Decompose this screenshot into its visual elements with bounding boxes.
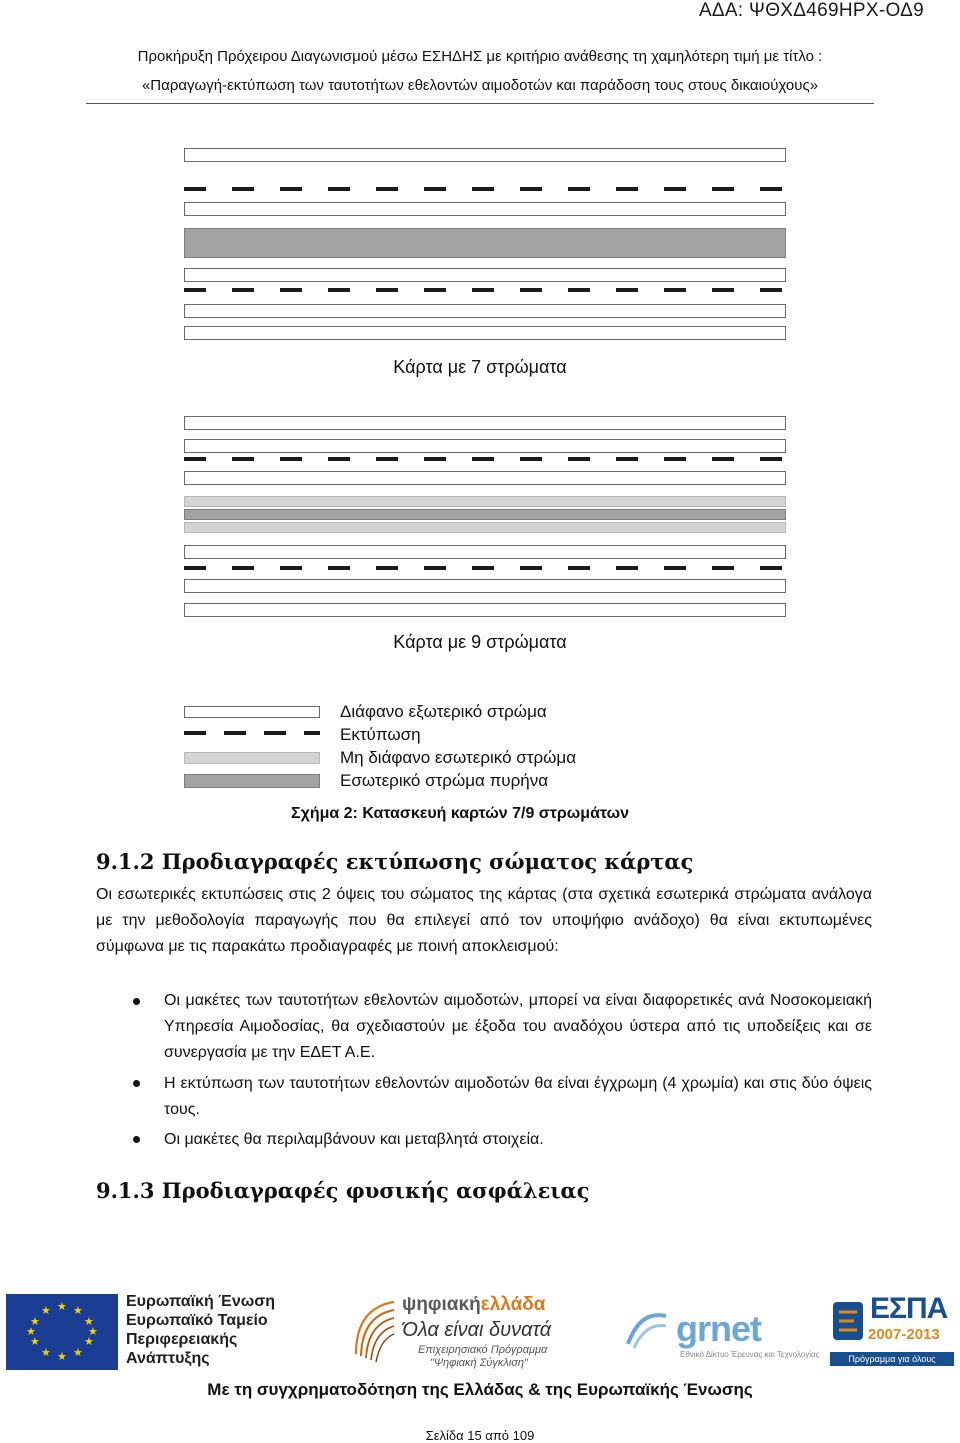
layer-clear-outer: [184, 268, 786, 282]
list-item: Οι μακέτες θα περιλαμβάνουν και μεταβλητά στοιχεία.: [164, 1131, 544, 1148]
layer-clear-outer: [184, 416, 786, 430]
layer-clear-outer: [184, 545, 786, 559]
bullet-dot: [133, 998, 140, 1005]
layer-opaque-inner: [184, 496, 786, 507]
layer-clear-outer: [184, 579, 786, 593]
page-number: Σελίδα 15 από 109: [425, 1428, 535, 1443]
section-heading-913: 9.1.3 Προδιαγραφές φυσικής ασφάλειας: [96, 1178, 590, 1203]
eu-flag-icon: ★ ★ ★ ★ ★ ★ ★ ★ ★ ★ ★ ★: [6, 1294, 118, 1370]
espa-title: ΕΣΠΑ: [870, 1292, 948, 1325]
list-item: Η εκτύπωση των ταυτοτήτων εθελοντών αιμοδοτών θα είναι έγχρωμη (4 χρωμία) και στις δύο όψεις τους.: [164, 1075, 872, 1118]
layer-printing: [184, 187, 786, 191]
legend-swatch-printing: [184, 731, 320, 735]
layer-clear-outer: [184, 603, 786, 617]
layer-clear-outer: [184, 202, 786, 216]
grnet-subtitle: Εθνικό Δίκτυο Έρευνας και Τεχνολογίας: [680, 1350, 820, 1359]
grnet-logo: grnet: [676, 1308, 761, 1349]
section-912-paragraph: Οι εσωτερικές εκτυπώσεις στις 2 όψεις του σώματος της κάρτας (στα σχετικά εσωτερικά στρώματα ανάλογα με την μεθοδολογία παραγωγής που θα επιλεγεί από τον υποψήφιο ανάδοχο) θα είναι εκτυπωμένες σύμφωνα με τις παρακάτω προδιαγραφές με ποινή αποκλεισμού:: [96, 886, 872, 955]
legend-label-core: Εσωτερικό στρώμα πυρήνα: [340, 771, 549, 790]
section-heading-912: 9.1.2 Προδιαγραφές εκτύπωσης σώματος κάρτας: [96, 849, 694, 874]
funding-logos: [0, 1290, 960, 1372]
card-9-caption: Κάρτα με 9 στρώματα: [393, 632, 567, 652]
legend-label-clear: Διάφανο εξωτερικό στρώμα: [340, 702, 547, 721]
digital-greece-prefix: ψηφιακή: [402, 1294, 481, 1315]
bullet-dot: [133, 1136, 140, 1143]
layer-clear-outer: [184, 471, 786, 485]
eu-line: Ευρωπαϊκό Ταμείο: [126, 1312, 268, 1329]
espa-years: 2007-2013: [868, 1326, 940, 1343]
espa-tagline: Πρόγραμμα για όλους: [830, 1352, 954, 1366]
digital-greece-subtitle: "Ψηφιακή Σύγκλιση": [430, 1357, 528, 1369]
header-line-1: Προκήρυξη Πρόχειρου Διαγωνισμού μέσω ΕΣΗΔΗΣ με κριτήριο ανάθεσης τη χαμηλότερη τιμή με τίτλο :: [137, 48, 823, 65]
layer-inner-core: [184, 509, 786, 520]
layer-clear-outer: [184, 304, 786, 318]
eu-line: Ευρωπαϊκή Ένωση: [126, 1293, 275, 1310]
card-7-caption: Κάρτα με 7 στρώματα: [393, 357, 567, 377]
layer-printing: [184, 566, 786, 570]
legend-swatch-core: [184, 774, 320, 788]
layer-clear-outer: [184, 148, 786, 162]
digital-greece-slogan: Όλα είναι δυνατά: [402, 1319, 552, 1341]
espa-logo: [830, 1292, 954, 1372]
layer-clear-outer: [184, 439, 786, 453]
header-line-2: «Παραγωγή-εκτύπωση των ταυτοτήτων εθελοντών αιμοδοτών και παράδοση τους στους δικαιούχους»: [141, 77, 819, 94]
digital-greece-subtitle: Επιχειρησιακό Πρόγραμμα: [418, 1344, 548, 1356]
digital-greece-brand: [402, 1294, 545, 1316]
espa-emblem-icon: [830, 1296, 866, 1346]
digital-greece-emblem-icon: [350, 1294, 400, 1368]
eu-fund-label: [126, 1292, 275, 1368]
list-item: Οι μακέτες των ταυτοτήτων εθελοντών αιμοδοτών, μπορεί να είναι διαφορετικές ανά Νοσοκομειακή Υπηρεσία Αιμοδοσίας, θα σχεδιαστούν με έξοδα του αναδόχου ύστερα από τις υποδείξεις και σε συνεργασία με την ΕΔΕΤ Α.Ε.: [164, 992, 872, 1061]
layer-clear-outer: [184, 326, 786, 340]
layer-opaque-inner: [184, 522, 786, 533]
figure-caption: Σχήμα 2: Κατασκευή καρτών 7/9 στρωμάτων: [291, 805, 630, 822]
ada-code: ΑΔΑ: ΨΘΧΔ469ΗΡΧ-ΟΔ9: [698, 0, 924, 21]
legend-swatch-clear: [184, 706, 320, 718]
eu-line: Ανάπτυξης: [126, 1350, 210, 1367]
legend-label-printing: Εκτύπωση: [340, 725, 421, 744]
layer-printing: [184, 288, 786, 292]
header-divider: [86, 103, 874, 104]
grnet-logo-icon: [620, 1304, 672, 1356]
digital-greece-suffix: ελλάδα: [480, 1294, 546, 1315]
bullet-dot: [133, 1080, 140, 1087]
eu-line: Περιφερειακής: [126, 1331, 238, 1348]
legend-label-opaque: Μη διάφανο εσωτερικό στρώμα: [340, 748, 577, 767]
layer-printing: [184, 457, 786, 461]
legend-swatch-opaque: [184, 752, 320, 764]
cofunding-statement: Με τη συγχρηματοδότηση της Ελλάδας & της Ευρωπαϊκής Ένωσης: [207, 1380, 753, 1399]
layer-inner-core: [184, 228, 786, 258]
